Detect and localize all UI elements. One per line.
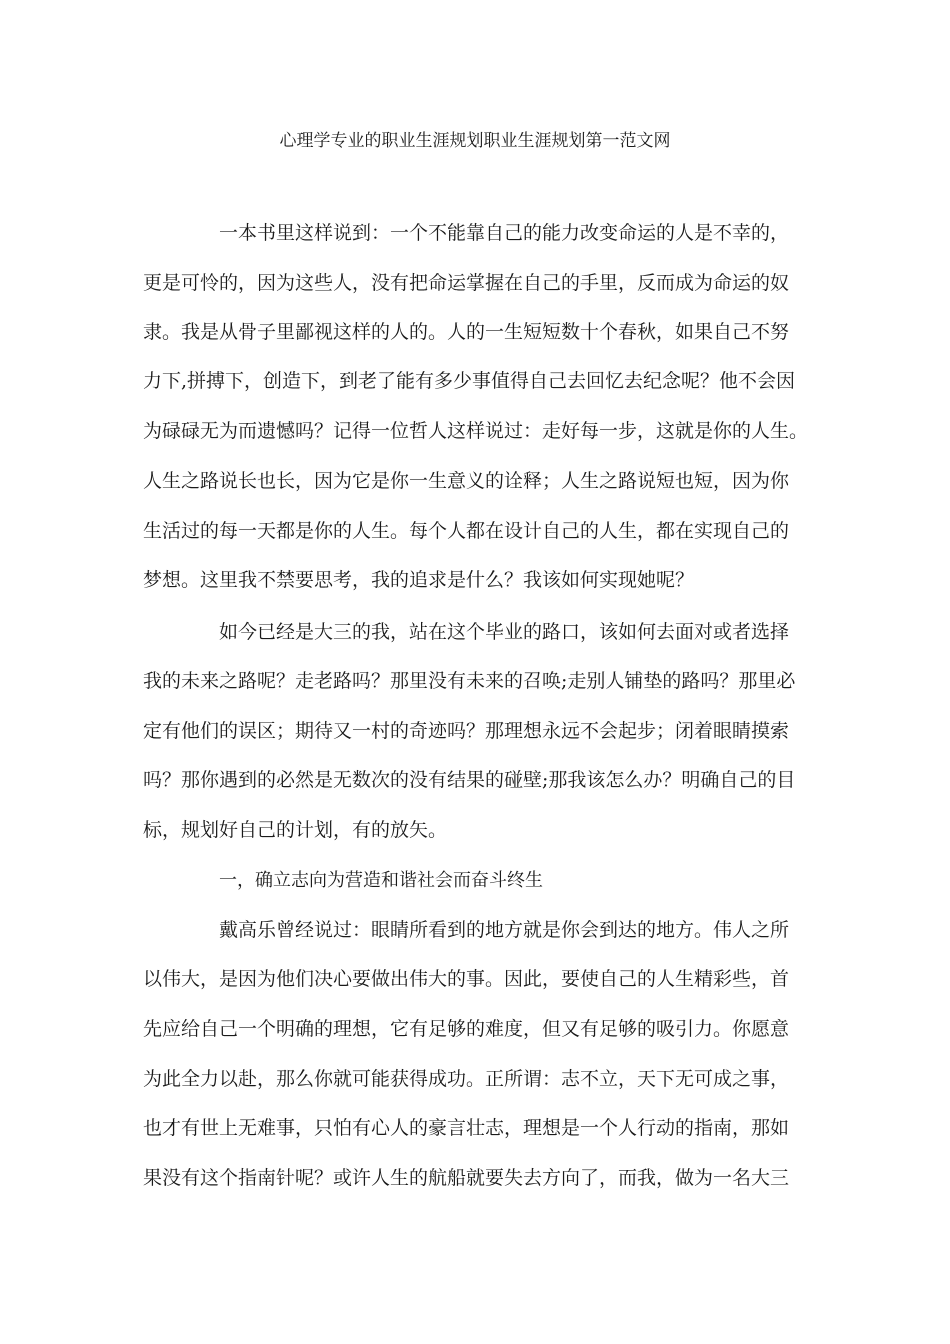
paragraph-line: 以伟大，是因为他们决心要做出伟大的事。因此，要使自己的人生精彩些，首 <box>143 968 790 990</box>
paragraph-line: 吗？那你遇到的必然是无数次的没有结果的碰壁;那我该怎么办？明确自己的目 <box>143 769 796 791</box>
paragraph-line: 为碌碌无为而遗憾吗？记得一位哲人这样说过：走好每一步，这就是你的人生。 <box>143 420 809 442</box>
section-heading: 一，确立志向为营造和谐社会而奋斗终生 <box>219 870 543 891</box>
document-title: 心理学专业的职业生涯规划职业生涯规划第一范文网 <box>279 131 671 151</box>
paragraph-line: 为此全力以赴，那么你就可能获得成功。正所谓：志不立，天下无可成之事， <box>143 1068 790 1090</box>
paragraph-line: 生活过的每一天都是你的人生。每个人都在设计自己的人生，都在实现自己的 <box>143 520 790 542</box>
paragraph-line: 果没有这个指南针呢？或许人生的航船就要失去方向了，而我，做为一名大三 <box>143 1167 790 1189</box>
paragraph-line: 也才有世上无难事，只怕有心人的豪言壮志，理想是一个人行动的指南，那如 <box>143 1117 790 1139</box>
paragraph-line: 隶。我是从骨子里鄙视这样的人的。人的一生短短数十个春秋，如果自己不努 <box>143 321 790 343</box>
paragraph-line: 力下,拼搏下，创造下，到老了能有多少事值得自己去回忆去纪念呢？他不会因 <box>143 370 796 392</box>
paragraph-line: 定有他们的误区；期待又一村的奇迹吗？那理想永远不会起步；闭着眼睛摸索 <box>143 720 790 742</box>
paragraph-line: 标，规划好自己的计划，有的放矢。 <box>143 819 448 841</box>
paragraph-line: 先应给自己一个明确的理想，它有足够的难度，但又有足够的吸引力。你愿意 <box>143 1018 790 1040</box>
paragraph-line: 如今已经是大三的我，站在这个毕业的路口，该如何去面对或者选择 <box>219 621 790 643</box>
paragraph-line: 梦想。这里我不禁要思考，我的追求是什么？我该如何实现她呢？ <box>143 569 695 591</box>
paragraph-line: 更是可怜的，因为这些人，没有把命运掌握在自己的手里，反而成为命运的奴 <box>143 272 790 294</box>
paragraph-line: 戴高乐曾经说过：眼睛所看到的地方就是你会到达的地方。伟人之所 <box>219 919 790 941</box>
paragraph-line: 我的未来之路呢？走老路吗？那里没有未来的召唤;走别人铺垫的路吗？那里必 <box>143 670 796 692</box>
paragraph-line: 人生之路说长也长，因为它是你一生意义的诠释；人生之路说短也短，因为你 <box>143 470 790 492</box>
paragraph-line: 一本书里这样说到：一个不能靠自己的能力改变命运的人是不幸的， <box>219 222 790 244</box>
